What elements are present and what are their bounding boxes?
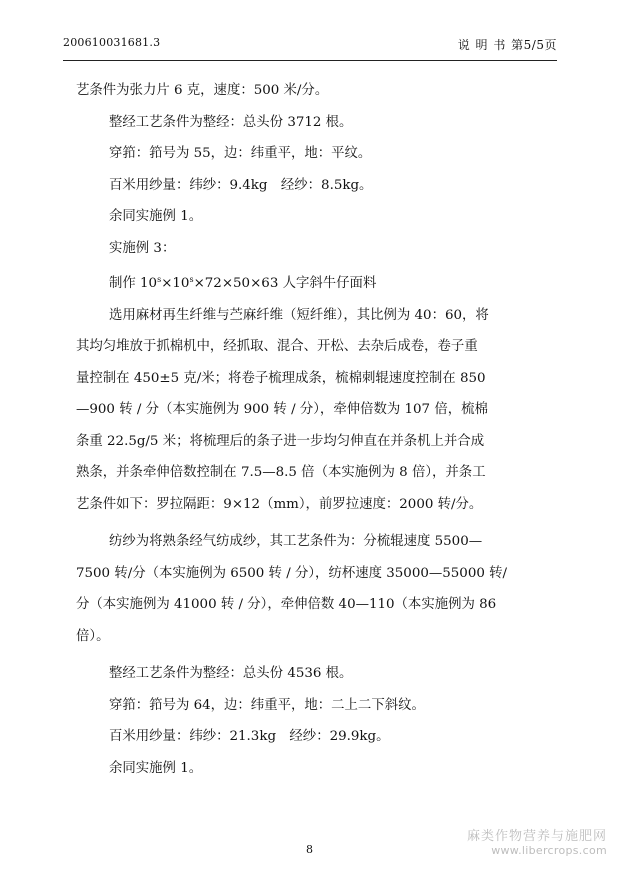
spec-suffix: ×72×50×63 人字斜牛仔面料 xyxy=(193,276,377,291)
text-line: 分（本实施例为 41000 转 / 分），牵伸倍数 40—110（本实施例为 86 xyxy=(76,597,497,612)
document-body xyxy=(76,75,526,784)
page-number: 8 xyxy=(306,843,313,856)
spec-prefix: 制作 10 xyxy=(109,276,158,291)
text-line: 7500 转/分（本实施例为 6500 转 / 分），纺杯速度 35000—55000 转/ xyxy=(76,565,508,581)
section-title: 说 明 书 xyxy=(457,38,507,52)
text-line: 倍）。 xyxy=(76,628,110,644)
paragraph-yarn-usage-2: 百米用纱量：纬纱：21.3kg 经纱：29.9kg。 xyxy=(109,729,390,744)
text-line: —900 转 / 分（本实施例为 900 转 / 分），牵伸倍数为 107 倍，梳棉 xyxy=(76,402,488,417)
text-line: 纺纱为将熟条经气纺成纱，其工艺条件为：分梳辊速度 5500— xyxy=(109,534,483,549)
paragraph-rest-same-2: 余同实施例 1。 xyxy=(109,760,203,776)
paragraph-process xyxy=(76,300,526,521)
paragraph-reeding-2: 穿筘：筘号为 64，边：纬重平，地：二上二下斜纹。 xyxy=(109,697,425,713)
paragraph-spinning xyxy=(76,526,526,652)
text-line: 量控制在 450±5 克/米；将卷子梳理成条，梳棉刺辊速度控制在 850 xyxy=(76,370,486,386)
watermark-url: www.libercrops.com xyxy=(491,844,607,857)
spec-sup-2: s xyxy=(189,275,194,284)
paragraph-reeding: 穿筘：筘号为 55，边：纬重平，地：平纹。 xyxy=(109,146,372,161)
text-line: 选用麻材再生纤维与苎麻纤维（短纤维），其比例为 40：60，将 xyxy=(109,307,489,323)
text-line: 熟条，并条牵伸倍数控制在 7.5—8.5 倍（本实施例为 8 倍），并条工 xyxy=(76,465,486,480)
text-line: 其均匀堆放于抓棉机中，经抓取、混合、开松、去杂后成卷，卷子重 xyxy=(76,339,478,354)
document-number: 200610031681.3 xyxy=(63,36,161,49)
watermark-title: 麻类作物营养与施肥网 xyxy=(466,829,607,844)
fabric-spec xyxy=(76,264,526,300)
paragraph-rest-same: 余同实施例 1。 xyxy=(109,209,203,224)
paragraph-yarn-usage: 百米用纱量：纬纱：9.4kg 经纱：8.5kg。 xyxy=(109,177,373,193)
header-rule xyxy=(63,60,557,61)
spec-mid: ×10 xyxy=(161,276,190,291)
paragraph-warping: 整经工艺条件为整经：总头份 3712 根。 xyxy=(109,114,353,130)
example-heading: 实施例 3： xyxy=(109,240,176,256)
text-line: 艺条件如下：罗拉隔距：9×12（mm），前罗拉速度：2000 转/分。 xyxy=(76,496,483,512)
paragraph-continuation: 艺条件为张力片 6 克，速度：500 米/分。 xyxy=(76,83,329,98)
header-section-page xyxy=(458,36,557,53)
watermark xyxy=(467,825,607,857)
spec-sup-1: s xyxy=(157,275,162,284)
text-line: 条重 22.5g/5 米；将梳理后的条子进一步均匀伸直在并条机上并合成 xyxy=(76,433,485,449)
page-info: 第5/5页 xyxy=(511,38,557,52)
paragraph-warping-2: 整经工艺条件为整经：总头份 4536 根。 xyxy=(109,666,353,681)
